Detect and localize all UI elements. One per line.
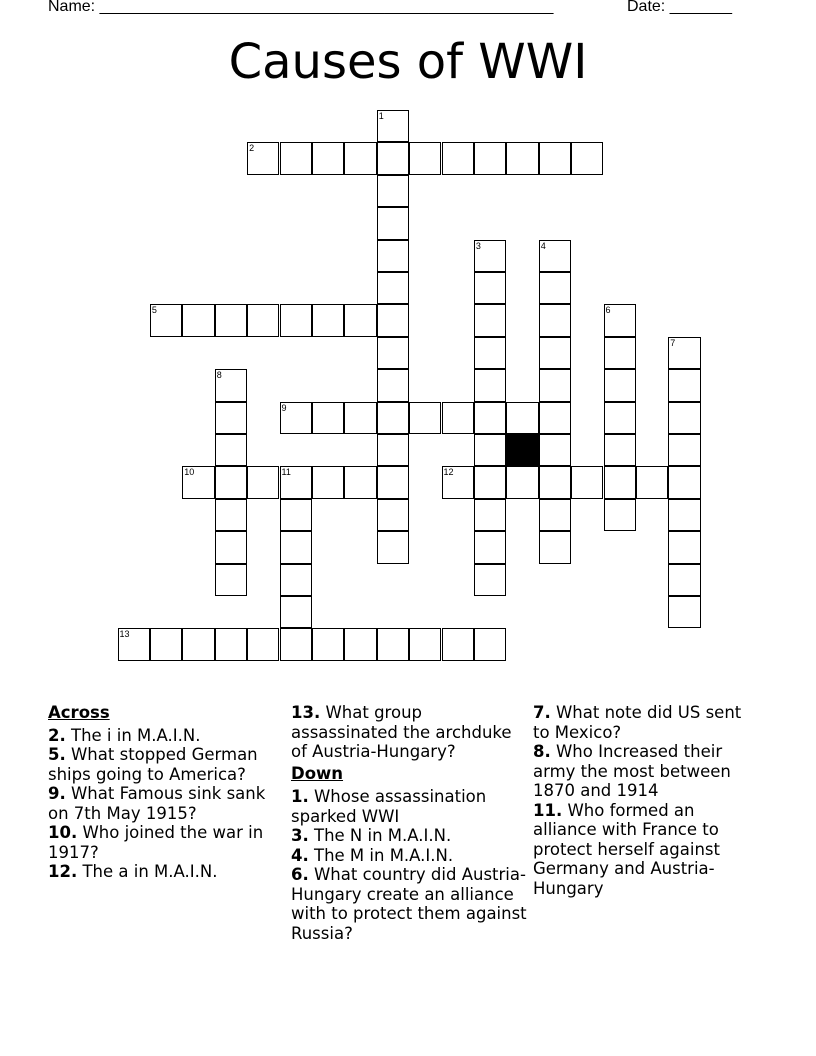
answer-cell[interactable] (474, 531, 506, 563)
black-square (506, 434, 538, 466)
clue-text: Who joined the war in 1917? (48, 823, 264, 862)
answer-cell[interactable] (539, 499, 571, 531)
clue-item (533, 742, 755, 801)
clues-column-2 (291, 703, 527, 943)
answer-cell[interactable] (539, 434, 571, 466)
clue-number-label: 12. (48, 862, 78, 881)
answer-cell[interactable] (474, 337, 506, 369)
answer-cell[interactable] (344, 402, 376, 434)
answer-cell[interactable] (668, 466, 700, 498)
answer-cell[interactable] (215, 564, 247, 596)
answer-cell[interactable] (442, 466, 474, 498)
clue-number: 3 (475, 240, 481, 251)
answer-cell[interactable] (247, 142, 279, 174)
answer-cell[interactable] (668, 402, 700, 434)
clue-number-label: 11. (533, 800, 563, 820)
answer-cell[interactable] (247, 304, 279, 336)
clue-text: The M in M.A.I.N. (308, 845, 454, 865)
answer-cell[interactable] (280, 628, 312, 660)
answer-cell[interactable] (539, 142, 571, 174)
answer-cell[interactable] (280, 466, 312, 498)
clue-number-label: 9. (48, 784, 66, 803)
answer-cell[interactable] (215, 369, 247, 401)
clue-number: 10 (184, 467, 195, 478)
clue-number: 4 (540, 240, 546, 251)
answer-cell[interactable] (215, 531, 247, 563)
answer-cell[interactable] (377, 304, 409, 336)
clues-column-3 (533, 703, 755, 898)
clue-text: The i in M.A.I.N. (65, 725, 201, 745)
answer-cell[interactable] (344, 142, 376, 174)
answer-cell[interactable] (604, 402, 636, 434)
answer-cell[interactable] (474, 142, 506, 174)
answer-cell[interactable] (344, 628, 376, 660)
answer-cell[interactable] (377, 466, 409, 498)
answer-cell[interactable] (539, 466, 571, 498)
answer-cell[interactable] (474, 434, 506, 466)
answer-cell[interactable] (539, 402, 571, 434)
clue-number: 13 (119, 629, 130, 640)
clue-item (291, 865, 527, 943)
answer-cell[interactable] (377, 628, 409, 660)
clue-text: Who formed an alliance with France to protect herself against Germany and Austria-Hungary (533, 800, 720, 898)
clue-number: 9 (281, 402, 287, 413)
answer-cell[interactable] (377, 175, 409, 207)
answer-cell[interactable] (312, 402, 344, 434)
answer-cell[interactable] (280, 402, 312, 434)
across-heading: Across (48, 703, 110, 722)
answer-cell[interactable] (247, 466, 279, 498)
answer-cell[interactable] (604, 434, 636, 466)
answer-cell[interactable] (182, 466, 214, 498)
clue-item (291, 703, 527, 762)
name-field-label: Name: ___________________________________________________ (48, 0, 554, 15)
answer-cell[interactable] (215, 434, 247, 466)
answer-cell[interactable] (668, 369, 700, 401)
clue-number-label: 5. (48, 745, 66, 764)
clue-text: The N in M.A.I.N. (308, 826, 452, 845)
answer-cell[interactable] (377, 142, 409, 174)
answer-cell[interactable] (344, 466, 376, 498)
answer-cell[interactable] (506, 402, 538, 434)
clue-item (48, 862, 278, 882)
clue-item (291, 846, 527, 866)
answer-cell[interactable] (539, 369, 571, 401)
answer-cell[interactable] (280, 142, 312, 174)
answer-cell[interactable] (280, 531, 312, 563)
answer-cell[interactable] (377, 402, 409, 434)
clue-number-label: 7. (533, 703, 551, 722)
clue-item (48, 745, 278, 784)
answer-cell[interactable] (604, 369, 636, 401)
clue-number-label: 6. (291, 865, 309, 884)
clue-text: What note did US sent to Mexico? (533, 703, 742, 742)
answer-cell[interactable] (344, 304, 376, 336)
clue-number-label: 2. (48, 725, 66, 745)
answer-cell[interactable] (182, 628, 214, 660)
answer-cell[interactable] (474, 466, 506, 498)
clue-text: Whose assassination sparked WWI (291, 787, 487, 826)
answer-cell[interactable] (215, 499, 247, 531)
answer-cell[interactable] (506, 142, 538, 174)
answer-cell[interactable] (377, 207, 409, 239)
answer-cell[interactable] (474, 499, 506, 531)
answer-cell[interactable] (668, 499, 700, 531)
clue-text: Who Increased their army the most between 1870 and 1914 (533, 742, 731, 800)
answer-cell[interactable] (377, 531, 409, 563)
answer-cell[interactable] (604, 304, 636, 336)
clue-number-label: 3. (291, 826, 309, 845)
clue-item (291, 826, 527, 846)
clue-number: 6 (605, 305, 611, 316)
answer-cell[interactable] (539, 240, 571, 272)
answer-cell[interactable] (409, 142, 441, 174)
answer-cell[interactable] (604, 466, 636, 498)
answer-cell[interactable] (409, 402, 441, 434)
clue-text: What group assassinated the archduke of Austria-Hungary? (291, 703, 512, 761)
clues-column-1 (48, 703, 278, 882)
answer-cell[interactable] (539, 304, 571, 336)
down-heading: Down (291, 763, 344, 783)
answer-cell[interactable] (474, 272, 506, 304)
clue-number: 12 (443, 467, 454, 478)
clue-number-label: 1. (291, 787, 309, 806)
clue-number-label: 13. (291, 703, 321, 722)
answer-cell[interactable] (409, 628, 441, 660)
answer-cell[interactable] (474, 564, 506, 596)
answer-cell[interactable] (280, 304, 312, 336)
answer-cell[interactable] (377, 272, 409, 304)
answer-cell[interactable] (312, 142, 344, 174)
clue-item (533, 703, 755, 742)
answer-cell[interactable] (668, 434, 700, 466)
answer-cell[interactable] (280, 499, 312, 531)
answer-cell[interactable] (668, 337, 700, 369)
clue-number: 1 (378, 111, 384, 121)
clue-text: What country did Austria-Hungary create an alliance with to protect them against Russia? (291, 865, 527, 943)
answer-cell[interactable] (215, 402, 247, 434)
date-field-label: Date: _______ (627, 0, 732, 15)
answer-cell[interactable] (668, 531, 700, 563)
answer-cell[interactable] (442, 402, 474, 434)
answer-cell[interactable] (442, 628, 474, 660)
clue-number: 8 (216, 370, 222, 381)
answer-cell[interactable] (312, 466, 344, 498)
clue-number: 7 (670, 337, 676, 348)
answer-cell[interactable] (668, 564, 700, 596)
answer-cell[interactable] (474, 369, 506, 401)
answer-cell[interactable] (377, 369, 409, 401)
clue-text: What stopped German ships going to America? (48, 745, 258, 784)
answer-cell[interactable] (280, 564, 312, 596)
clue-number: 2 (249, 143, 255, 154)
clue-text: The a in M.A.I.N. (77, 862, 218, 881)
clue-number-label: 4. (291, 845, 309, 865)
clue-number-label: 10. (48, 823, 78, 842)
answer-cell[interactable] (377, 499, 409, 531)
answer-cell[interactable] (182, 304, 214, 336)
answer-cell[interactable] (668, 596, 700, 628)
answer-cell[interactable] (474, 402, 506, 434)
answer-cell[interactable] (636, 466, 668, 498)
answer-cell[interactable] (604, 337, 636, 369)
clue-item (48, 726, 278, 746)
answer-cell[interactable] (506, 466, 538, 498)
answer-cell[interactable] (474, 304, 506, 336)
clue-item (291, 787, 527, 826)
answer-cell[interactable] (442, 142, 474, 174)
clue-number-label: 8. (533, 742, 551, 761)
answer-cell[interactable] (215, 304, 247, 336)
answer-cell[interactable] (539, 531, 571, 563)
answer-cell[interactable] (118, 628, 150, 660)
answer-cell[interactable] (312, 304, 344, 336)
answer-cell[interactable] (150, 628, 182, 660)
answer-cell[interactable] (474, 240, 506, 272)
clue-number: 11 (281, 467, 291, 478)
answer-cell[interactable] (377, 240, 409, 272)
clue-number: 5 (151, 305, 157, 316)
answer-cell[interactable] (604, 499, 636, 531)
clue-item (48, 784, 278, 823)
answer-cell[interactable] (474, 628, 506, 660)
clue-item (48, 823, 278, 862)
answer-cell[interactable] (312, 628, 344, 660)
answer-cell[interactable] (377, 434, 409, 466)
answer-cell[interactable] (571, 466, 603, 498)
answer-cell[interactable] (215, 628, 247, 660)
answer-cell[interactable] (215, 466, 247, 498)
answer-cell[interactable] (280, 596, 312, 628)
answer-cell[interactable] (571, 142, 603, 174)
clue-text: What Famous sink sank on 7th May 1915? (48, 784, 266, 823)
answer-cell[interactable] (539, 337, 571, 369)
answer-cell[interactable] (539, 272, 571, 304)
answer-cell[interactable] (247, 628, 279, 660)
answer-cell[interactable] (377, 337, 409, 369)
clue-item (533, 801, 755, 899)
answer-cell[interactable] (377, 110, 409, 142)
page-title: Causes of WWI (228, 34, 588, 90)
answer-cell[interactable] (150, 304, 182, 336)
